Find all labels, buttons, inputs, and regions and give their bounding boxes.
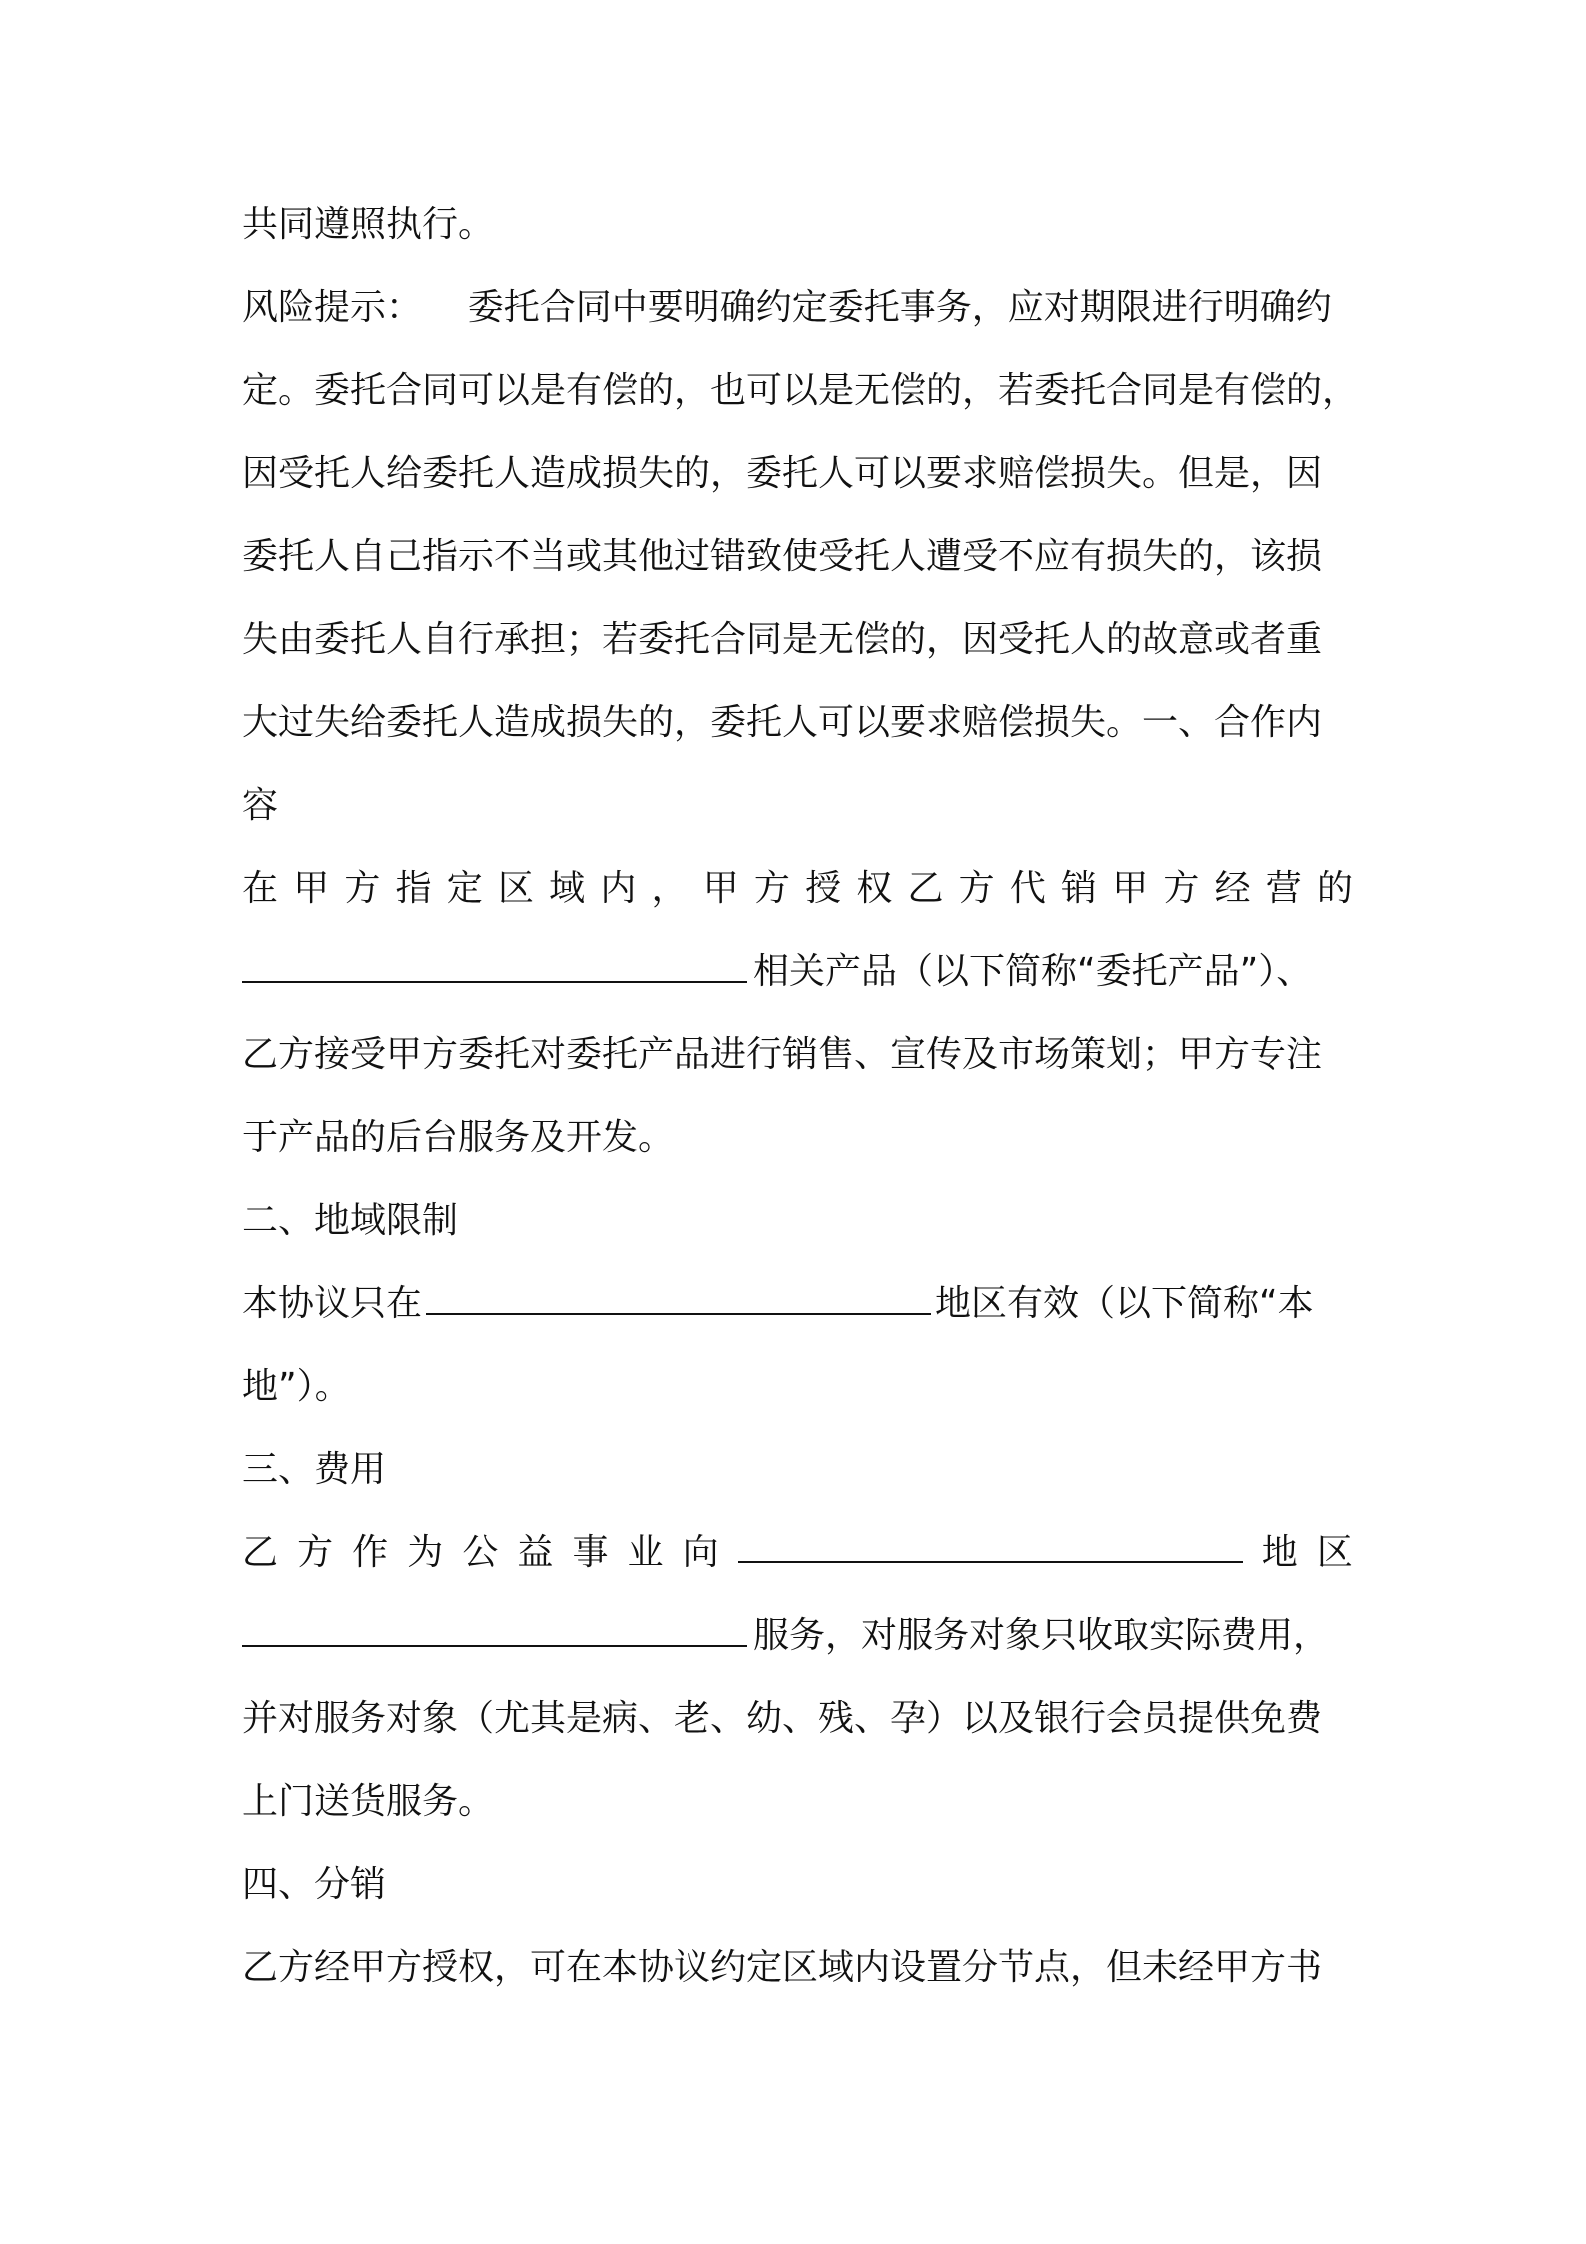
blank-field-product <box>242 951 747 983</box>
section-heading-distribution: 四、分销 <box>242 1864 387 1905</box>
paragraph-line: 乙方接受甲方委托对委托产品进行销售、宣传及市场策划；甲方专注 <box>242 1034 1323 1075</box>
paragraph-line: 因受托人给委托人造成损失的，委托人可以要求赔偿损失。但是，因 <box>242 453 1323 494</box>
paragraph-line: 容 <box>242 785 279 826</box>
justified-char: 方 <box>344 868 381 909</box>
section-heading-region: 二、地域限制 <box>242 1200 459 1241</box>
blank-field-region <box>426 1283 931 1315</box>
justified-char: 代 <box>1009 868 1046 909</box>
paragraph-line: 共同遵照执行。 <box>242 204 495 245</box>
justified-char: 向 <box>682 1532 719 1573</box>
service-fill-line: 服务，对服务对象只收取实际费用， <box>242 1614 1329 1658</box>
risk-notice-line: 风险提示： 委托合同中要明确约定委托事务，应对期限进行明确约 <box>242 287 1332 328</box>
justified-char: ， <box>651 868 688 909</box>
justified-char: 乙 <box>907 868 944 909</box>
justified-char: 域 <box>549 868 586 909</box>
fees-fill-line <box>242 1531 1353 1575</box>
justified-char: 作 <box>352 1532 389 1573</box>
justified-char: 地 <box>1261 1532 1298 1573</box>
justified-char: 方 <box>958 868 995 909</box>
justified-char: 指 <box>395 868 432 909</box>
justified-char: 甲 <box>1112 868 1149 909</box>
blank-field-service <box>242 1615 747 1647</box>
justified-char: 益 <box>517 1532 554 1573</box>
paragraph-line: 地”）。 <box>242 1366 351 1407</box>
justified-char: 在 <box>242 868 279 909</box>
justified-char: 营 <box>1265 868 1302 909</box>
region-fill-line: 本协议只在 地区有效（以下简称“本 <box>242 1283 1314 1324</box>
product-fill-line: 相关产品（以下简称“委托产品”）、 <box>242 950 1312 994</box>
paragraph-line: 于产品的后台服务及开发。 <box>242 1117 675 1158</box>
justified-char: 方 <box>1163 868 1200 909</box>
cooperation-content-line <box>242 867 1353 911</box>
justified-char: 区 <box>1316 1532 1353 1573</box>
paragraph-line: 并对服务对象（尤其是病、老、幼、残、孕）以及银行会员提供免费 <box>242 1698 1323 1739</box>
paragraph-line: 定。委托合同可以是有偿的，也可以是无偿的，若委托合同是有偿的， <box>242 370 1359 411</box>
justified-char: 的 <box>1316 868 1353 909</box>
paragraph-line: 乙方经甲方授权，可在本协议约定区域内设置分节点，但未经甲方书 <box>242 1947 1323 1988</box>
justified-char: 授 <box>805 868 842 909</box>
justified-char: 销 <box>1061 868 1098 909</box>
paragraph-line: 委托人自己指示不当或其他过错致使受托人遭受不应有损失的，该损 <box>242 536 1323 577</box>
justified-char: 甲 <box>293 868 330 909</box>
justified-char: 事 <box>572 1532 609 1573</box>
justified-char: 业 <box>627 1532 664 1573</box>
justified-char: 公 <box>462 1532 499 1573</box>
paragraph-line: 失由委托人自行承担；若委托合同是无偿的，因受托人的故意或者重 <box>242 619 1323 660</box>
section-heading-fees: 三、费用 <box>242 1449 387 1490</box>
blank-field-service-target <box>738 1531 1243 1563</box>
justified-char: 权 <box>856 868 893 909</box>
justified-char: 内 <box>600 868 637 909</box>
justified-char: 经 <box>1214 868 1251 909</box>
justified-char: 乙 <box>242 1532 279 1573</box>
justified-char: 方 <box>297 1532 334 1573</box>
justified-char: 为 <box>407 1532 444 1573</box>
justified-char: 定 <box>446 868 483 909</box>
justified-char: 甲 <box>702 868 739 909</box>
justified-char: 方 <box>753 868 790 909</box>
paragraph-line: 上门送货服务。 <box>242 1781 495 1822</box>
justified-char: 区 <box>497 868 534 909</box>
paragraph-line: 大过失给委托人造成损失的，委托人可以要求赔偿损失。一、合作内 <box>242 702 1323 743</box>
